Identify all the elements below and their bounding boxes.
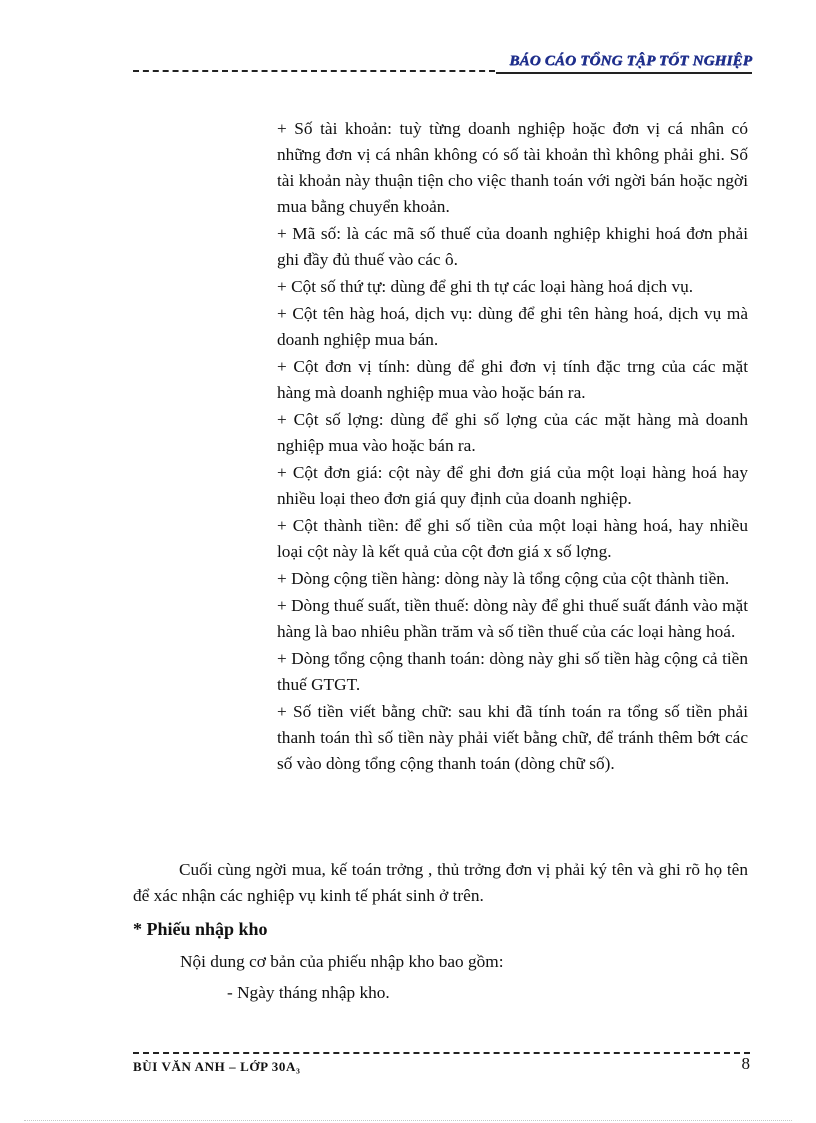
bullet-list: [277, 116, 748, 778]
header-title-underline: [496, 72, 752, 74]
footer-rule: [133, 1052, 750, 1054]
bullet-payment-total-row: + Dòng tổng cộng thanh toán: dòng này ghi số tiền hàg cộng cả tiền thuế GTGT.: [277, 649, 748, 694]
bullet-amount-in-words: + Số tiền viết bằng chữ: sau khi đã tính toán ra tổng số tiền phải thanh toán thì số tiền này phải viết bằng chữ, để tránh thêm bớt các số vào dòng tổng cộng thanh toán (dòng chữ số).: [277, 702, 748, 773]
section-intro: Nội dung cơ bản của phiếu nhập kho bao gồm:: [180, 952, 504, 971]
page-bottom-border: [24, 1120, 792, 1121]
page-number: 8: [741, 1054, 750, 1073]
bullet-tax-rate-row: + Dòng thuế suất, tiền thuế: dòng này để ghi thuế suất đánh vào mặt hàng là bao nhiêu phần trăm và số tiền thuế của các loại hàng hoá.: [277, 596, 748, 641]
footer-author: BÙI VĂN ANH – LỚP 30A₃: [133, 1059, 301, 1074]
bullet-goods-total-row: + Dòng cộng tiền hàng: dòng này là tổng cộng của cột thành tiền.: [277, 569, 730, 588]
bullet-tax-code: + Mã số: là các mã số thuế của doanh nghiệp khighi hoá đơn phải ghi đầy đủ thuế vào các ô.: [277, 224, 748, 269]
bullet-quantity-column: + Cột số lợng: dùng để ghi số lợng của các mặt hàng mà doanh nghiệp mua vào hoặc bán ra.: [277, 410, 748, 455]
bullet-unit-price-column: + Cột đơn giá: cột này để ghi đơn giá của một loại hàng hoá hay nhiều loại theo đơn giá quy định của doanh nghiệp.: [277, 463, 748, 508]
header-title: BÁO CÁO TỔNG TẬP TỐT NGHIỆP: [509, 53, 752, 69]
bullet-amount-column: + Cột thành tiền: để ghi số tiền của một loại hàng hoá, hay nhiều loại cột này là kết quả của cột đơn giá x số lợng.: [277, 516, 748, 561]
bullet-goods-name-column: + Cột tên hàg hoá, dịch vụ: dùng để ghi tên hàng hoá, dịch vụ mà doanh nghiệp mua bán.: [277, 304, 748, 349]
bullet-account-number: + Số tài khoản: tuỳ từng doanh nghiệp hoặc đơn vị cá nhân có những đơn vị cá nhân không có số tài khoản thì không phải ghi. Số tài khoản này thuận tiện cho việc thanh toán với ngời bán hoặc ngời mua bằng chuyển khoản.: [277, 119, 748, 216]
bullet-unit-column: + Cột đơn vị tính: dùng để ghi đơn vị tính đặc trng của các mặt hàng mà doanh nghiệp mua vào hoặc bán ra.: [277, 357, 748, 402]
closing-paragraph: [133, 857, 748, 909]
bullet-sequence-column: + Cột số thứ tự: dùng để ghi th tự các loại hàng hoá dịch vụ.: [277, 277, 694, 296]
closing-text: Cuối cùng ngời mua, kế toán trởng , thủ trởng đơn vị phải ký tên và ghi rõ họ tên để xác nhận các nghiệp vụ kinh tế phát sinh ở trên.: [133, 860, 748, 906]
header-rule: [133, 70, 495, 72]
section-heading: * Phiếu nhập kho: [133, 919, 268, 939]
section-item: - Ngày tháng nhập kho.: [227, 983, 390, 1002]
